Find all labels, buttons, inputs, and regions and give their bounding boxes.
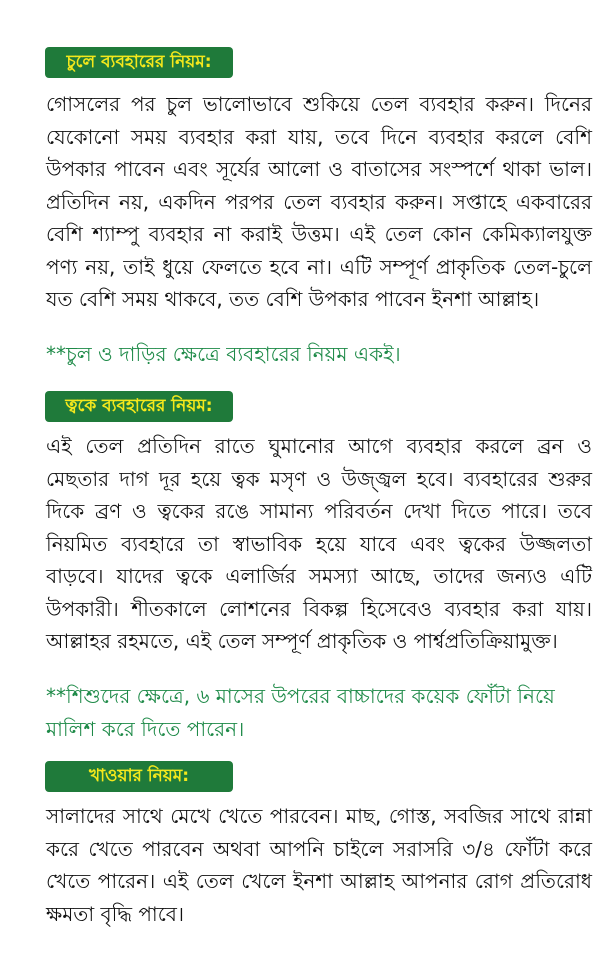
hair-usage-note: **চুল ও দাড়ির ক্ষেত্রে ব্যবহারের নিয়ম একই। (46, 342, 401, 366)
hair-usage-text: গোসলের পর চুল ভালোভাবে শুকিয়ে তেল ব্যবহার করুন। দিনের যেকোনো সময় ব্যবহার করা যায়, তবে দিনে ব্যবহার করলে বেশি উপকার পাবেন এবং সূর্যের আলো ও বাতাসের সংস্পর্শে থাকা ভাল। প্রতিদিন নয়, একদিন পরপর তেল ব্যবহার করুন। সপ্তাহে একবারের বেশি শ্যাম্পু ব্যবহার না করাই উত্তম। এই তেল কোন কেমিক্যালযুক্ত পণ্য নয়, তাই ধুয়ে ফেলতে হবে না। এটি সম্পূর্ণ প্রাকৃতিক তেল-চুলে যত বেশি সময় থাকবে, তত বেশি উপকার পাবেন ইনশা আল্লাহ। (46, 92, 592, 311)
hair-usage-heading: চুলে ব্যবহারের নিয়ম: (45, 47, 233, 78)
skin-usage-note: **শিশুদের ক্ষেত্রে, ৬ মাসের উপরের বাচ্চাদের কয়েক ফোঁটা নিয়ে মালিশ করে দিতে পারেন। (46, 684, 555, 741)
skin-usage-text: এই তেল প্রতিদিন রাতে ঘুমানোর আগে ব্যবহার করলে ব্রন ও মেছতার দাগ দূর হয়ে ত্বক মসৃণ ও উজ্জ্বল হবে। ব্যবহারের শুরুর দিকে ব্রণ ও ত্বকের রঙে সামান্য পরিবর্তন দেখা দিতে পারে। তবে নিয়মিত ব্যবহারে তা স্বাভাবিক হয়ে যাবে এবং ত্বকের উজ্জলতা বাড়বে। যাদের ত্বকে এলার্জির সমস্যা আছে, তাদের জন্যও এটি উপকারী। শীতকালে লোশনের বিকল্প হিসেবেও ব্যবহার করা যায়। আল্লাহর রহমতে, এই তেল সম্পূর্ণ প্রাকৃতিক ও পার্শ্বপ্রতিক্রিয়ামুক্ত। (46, 434, 592, 653)
eating-usage-heading: খাওয়ার নিয়ম: (45, 761, 233, 792)
eating-usage-text: সালাদের সাথে মেখে খেতে পারবেন। মাছ, গোস্ত, সবজির সাথে রান্না করে খেতে পারবেন অথবা আপনি চাইলে সরাসরি ৩/৪ ফোঁটা করে খেতে পারেন। এই তেল খেলে ইনশা আল্লাহ আপনার রোগ প্রতিরোধ ক্ষমতা বৃদ্ধি পাবে। (46, 804, 592, 926)
skin-usage-heading: ত্বকে ব্যবহারের নিয়ম: (45, 391, 233, 422)
